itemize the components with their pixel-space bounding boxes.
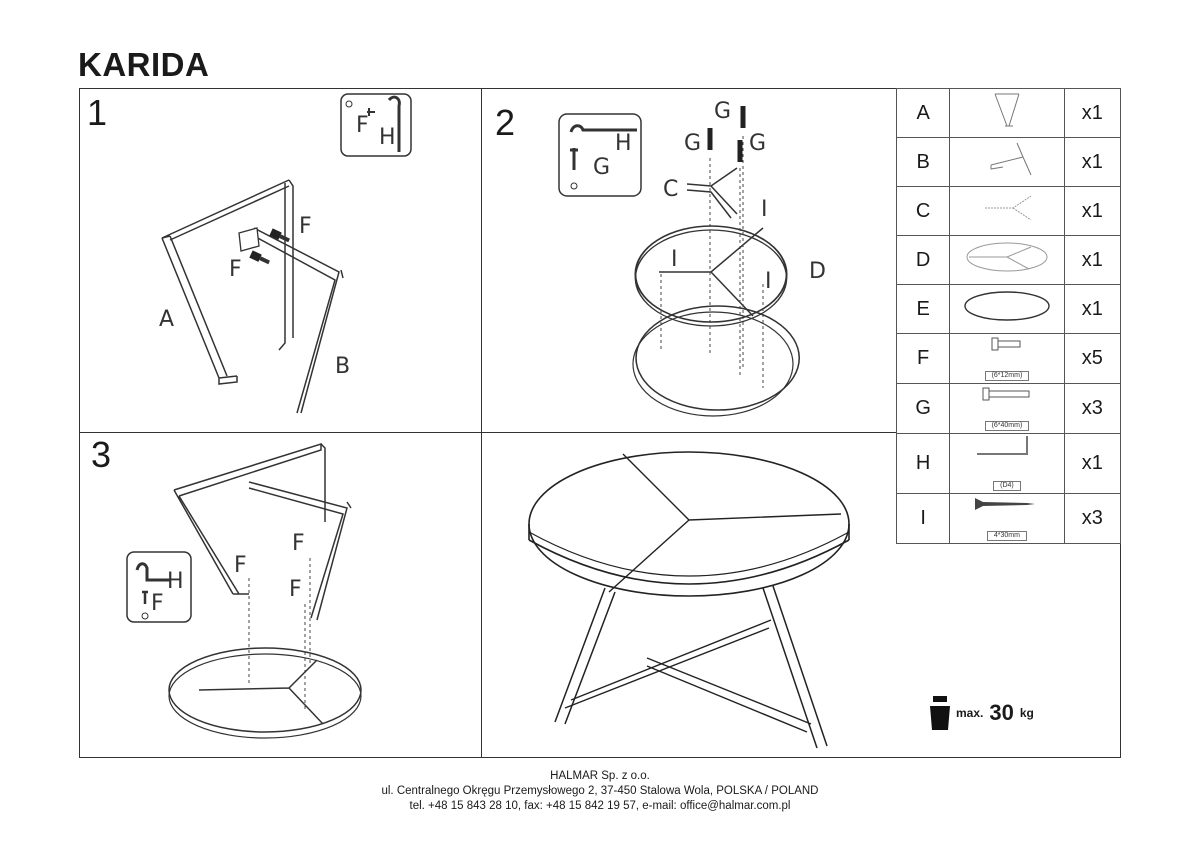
part-qty: x1 (1064, 236, 1120, 285)
ring-frame-d-icon (950, 236, 1064, 285)
step-3-panel (79, 432, 482, 758)
tabletop-e-icon (950, 285, 1064, 334)
part-qty: x1 (1064, 187, 1120, 236)
part-label: F (897, 334, 950, 384)
label-a: A (159, 307, 175, 332)
part-row-d (897, 236, 1121, 285)
label-g-1: G (714, 99, 732, 124)
label-d: D (809, 259, 826, 284)
part-row-a (897, 89, 1121, 138)
label-c: C (663, 177, 679, 202)
tool-h-label: H (379, 125, 396, 150)
connector-c (687, 168, 737, 218)
part-label: B (897, 138, 950, 187)
page-title: KARIDA (78, 46, 210, 83)
step-2-panel (481, 88, 897, 433)
label-i-2: I (671, 247, 678, 272)
part-size: 4*30mm (987, 531, 1027, 541)
tool-f-label: F (356, 113, 369, 138)
part-label: I (897, 494, 950, 544)
bolt-f-icon (950, 334, 1064, 384)
label-b: B (335, 354, 351, 379)
part-size: (D4) (993, 481, 1021, 491)
step-3-number: 3 (91, 434, 112, 475)
part-label: H (897, 434, 950, 494)
footer-contact: tel. +48 15 843 28 10, fax: +48 15 842 19 57, e-mail: office@halmar.com.pl (409, 800, 791, 812)
step-2-number: 2 (495, 102, 516, 143)
label-f-2: F (229, 257, 242, 282)
part-row-c (897, 187, 1121, 236)
tabletop-e (529, 452, 849, 596)
label-f-1: F (299, 214, 312, 239)
screw-i-icon (950, 494, 1064, 544)
footer (0, 769, 1200, 814)
parts-list (896, 88, 1121, 544)
leg-b (254, 228, 343, 413)
tool-h-label: H (615, 131, 632, 156)
label-g-3: G (749, 131, 767, 156)
part-size: (6*12mm) (985, 371, 1030, 381)
label-f-1: F (234, 553, 247, 578)
bolt-g-icon (950, 384, 1064, 434)
part-label: D (897, 236, 950, 285)
part-label: E (897, 285, 950, 334)
part-qty: x3 (1064, 384, 1120, 434)
tool-g-label: G (593, 155, 611, 180)
step-3-illustration (79, 432, 482, 758)
label-i-3: I (765, 269, 772, 294)
tool-h-label: H (167, 569, 184, 594)
label-f-2: F (292, 531, 305, 556)
part-row-i (897, 494, 1121, 544)
part-qty: x1 (1064, 138, 1120, 187)
part-qty: x3 (1064, 494, 1120, 544)
part-row-h (897, 434, 1121, 494)
ring-frame-d (635, 226, 786, 322)
part-row-g (897, 384, 1121, 434)
part-qty: x1 (1064, 89, 1120, 138)
part-row-f (897, 334, 1121, 384)
max-load-prefix: max. (956, 706, 984, 720)
step-1-panel (79, 88, 482, 433)
part-label: C (897, 187, 950, 236)
part-row-b (897, 138, 1121, 187)
tool-f-label: F (151, 591, 164, 616)
max-load (930, 696, 1034, 730)
part-qty: x1 (1064, 285, 1120, 334)
bolt-f-2 (249, 250, 271, 266)
leg-b-icon (950, 138, 1064, 187)
leg-a-icon (950, 89, 1064, 138)
hex-key-h-icon (950, 434, 1064, 494)
part-qty: x1 (1064, 434, 1120, 494)
max-load-unit: kg (1019, 706, 1034, 720)
max-load-value: 30 (989, 700, 1014, 725)
label-f-3: F (289, 577, 302, 602)
weight-icon (930, 696, 950, 730)
part-label: G (897, 384, 950, 434)
label-g-2: G (684, 131, 702, 156)
step-1-number: 1 (87, 92, 108, 133)
part-label: A (897, 89, 950, 138)
step-1-illustration (79, 88, 482, 433)
label-i-1: I (761, 197, 768, 222)
footer-company: HALMAR Sp. z o.o. (550, 770, 650, 782)
assembled-table-illustration (481, 432, 901, 758)
part-row-e (897, 285, 1121, 334)
part-qty: x5 (1064, 334, 1120, 384)
connector-c-icon (950, 187, 1064, 236)
footer-address: ul. Centralnego Okręgu Przemysłowego 2, 37-450 Stalowa Wola, POLSKA / POLAND (381, 785, 819, 797)
step-2-illustration (481, 88, 897, 433)
part-size: (6*40mm) (985, 421, 1030, 431)
